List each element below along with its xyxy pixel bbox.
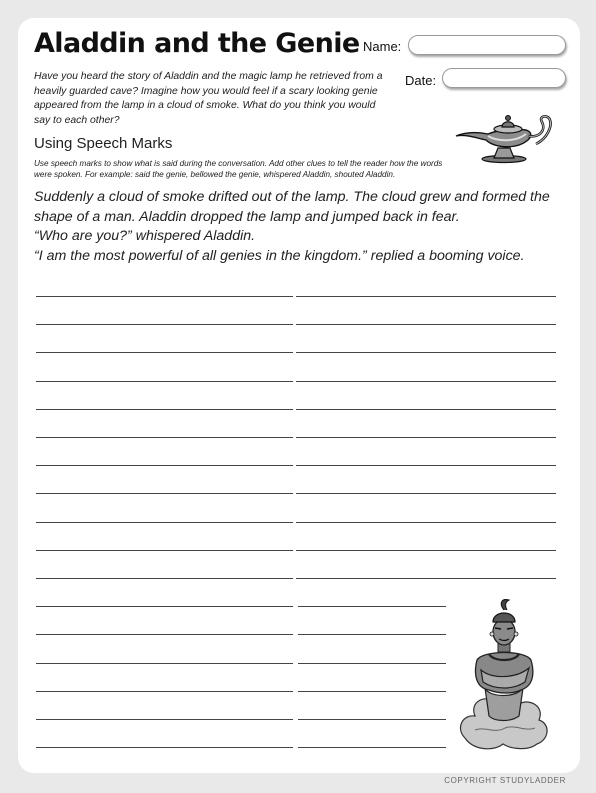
writing-line[interactable] bbox=[36, 522, 293, 523]
writing-line[interactable] bbox=[36, 437, 293, 438]
writing-line[interactable] bbox=[36, 747, 293, 748]
writing-line[interactable] bbox=[296, 324, 556, 325]
writing-line[interactable] bbox=[36, 465, 293, 466]
name-field[interactable] bbox=[408, 35, 566, 55]
writing-line[interactable] bbox=[296, 578, 556, 579]
writing-line[interactable] bbox=[296, 550, 556, 551]
passage-line: shape of a man. Aladdin dropped the lamp and jumped back in fear. bbox=[34, 208, 460, 225]
writing-line[interactable] bbox=[296, 381, 556, 382]
name-label: Name: bbox=[363, 39, 402, 54]
section-heading: Using Speech Marks bbox=[34, 135, 173, 152]
magic-lamp-illustration bbox=[452, 112, 560, 164]
writing-line[interactable] bbox=[296, 465, 556, 466]
writing-line[interactable] bbox=[36, 381, 293, 382]
writing-line[interactable] bbox=[36, 719, 293, 720]
passage-line: Suddenly a cloud of smoke drifted out of the lamp. The cloud grew and formed the bbox=[34, 189, 550, 205]
writing-line[interactable] bbox=[36, 550, 293, 551]
story-passage bbox=[34, 188, 564, 266]
writing-line[interactable] bbox=[296, 522, 556, 523]
writing-line[interactable] bbox=[298, 634, 446, 635]
writing-line[interactable] bbox=[36, 606, 293, 607]
writing-line[interactable] bbox=[296, 296, 556, 297]
writing-line[interactable] bbox=[298, 719, 446, 720]
writing-line[interactable] bbox=[36, 493, 293, 494]
writing-line[interactable] bbox=[298, 691, 446, 692]
writing-line[interactable] bbox=[296, 493, 556, 494]
writing-line[interactable] bbox=[296, 437, 556, 438]
date-label: Date: bbox=[405, 73, 437, 88]
intro-paragraph: Have you heard the story of Aladdin and the magic lamp he retrieved from a heavily guarded cave? Imagine how you would feel if a scary looking genie appeared from the lamp in a cloud of smoke. What do you think you would say to each other? bbox=[34, 71, 383, 126]
writing-line[interactable] bbox=[36, 691, 293, 692]
writing-line[interactable] bbox=[36, 409, 293, 410]
date-field[interactable] bbox=[442, 68, 566, 88]
writing-line[interactable] bbox=[296, 352, 556, 353]
writing-line[interactable] bbox=[36, 296, 293, 297]
copyright-notice: COPYRIGHT STUDYLADDER bbox=[444, 776, 566, 785]
writing-line[interactable] bbox=[298, 663, 446, 664]
passage-line: “I am the most powerful of all genies in the kingdom.” replied a booming voice. bbox=[34, 247, 525, 264]
worksheet-title: Aladdin and the Genie bbox=[34, 28, 360, 59]
writing-line[interactable] bbox=[36, 634, 293, 635]
writing-line[interactable] bbox=[36, 352, 293, 353]
writing-line[interactable] bbox=[36, 663, 293, 664]
passage-line: “Who are you?” whispered Aladdin. bbox=[34, 228, 256, 244]
writing-line[interactable] bbox=[296, 409, 556, 410]
writing-line[interactable] bbox=[36, 578, 293, 579]
writing-line[interactable] bbox=[36, 324, 293, 325]
writing-line[interactable] bbox=[298, 606, 446, 607]
instructions-text: Use speech marks to show what is said during the conversation. Add other clues to tell the reader how the words were spoken. For example: said the genie, bellowed the genie, whispered Aladdin, shouted Aladdin. bbox=[34, 159, 443, 179]
writing-line[interactable] bbox=[298, 747, 446, 748]
genie-illustration bbox=[455, 598, 553, 753]
